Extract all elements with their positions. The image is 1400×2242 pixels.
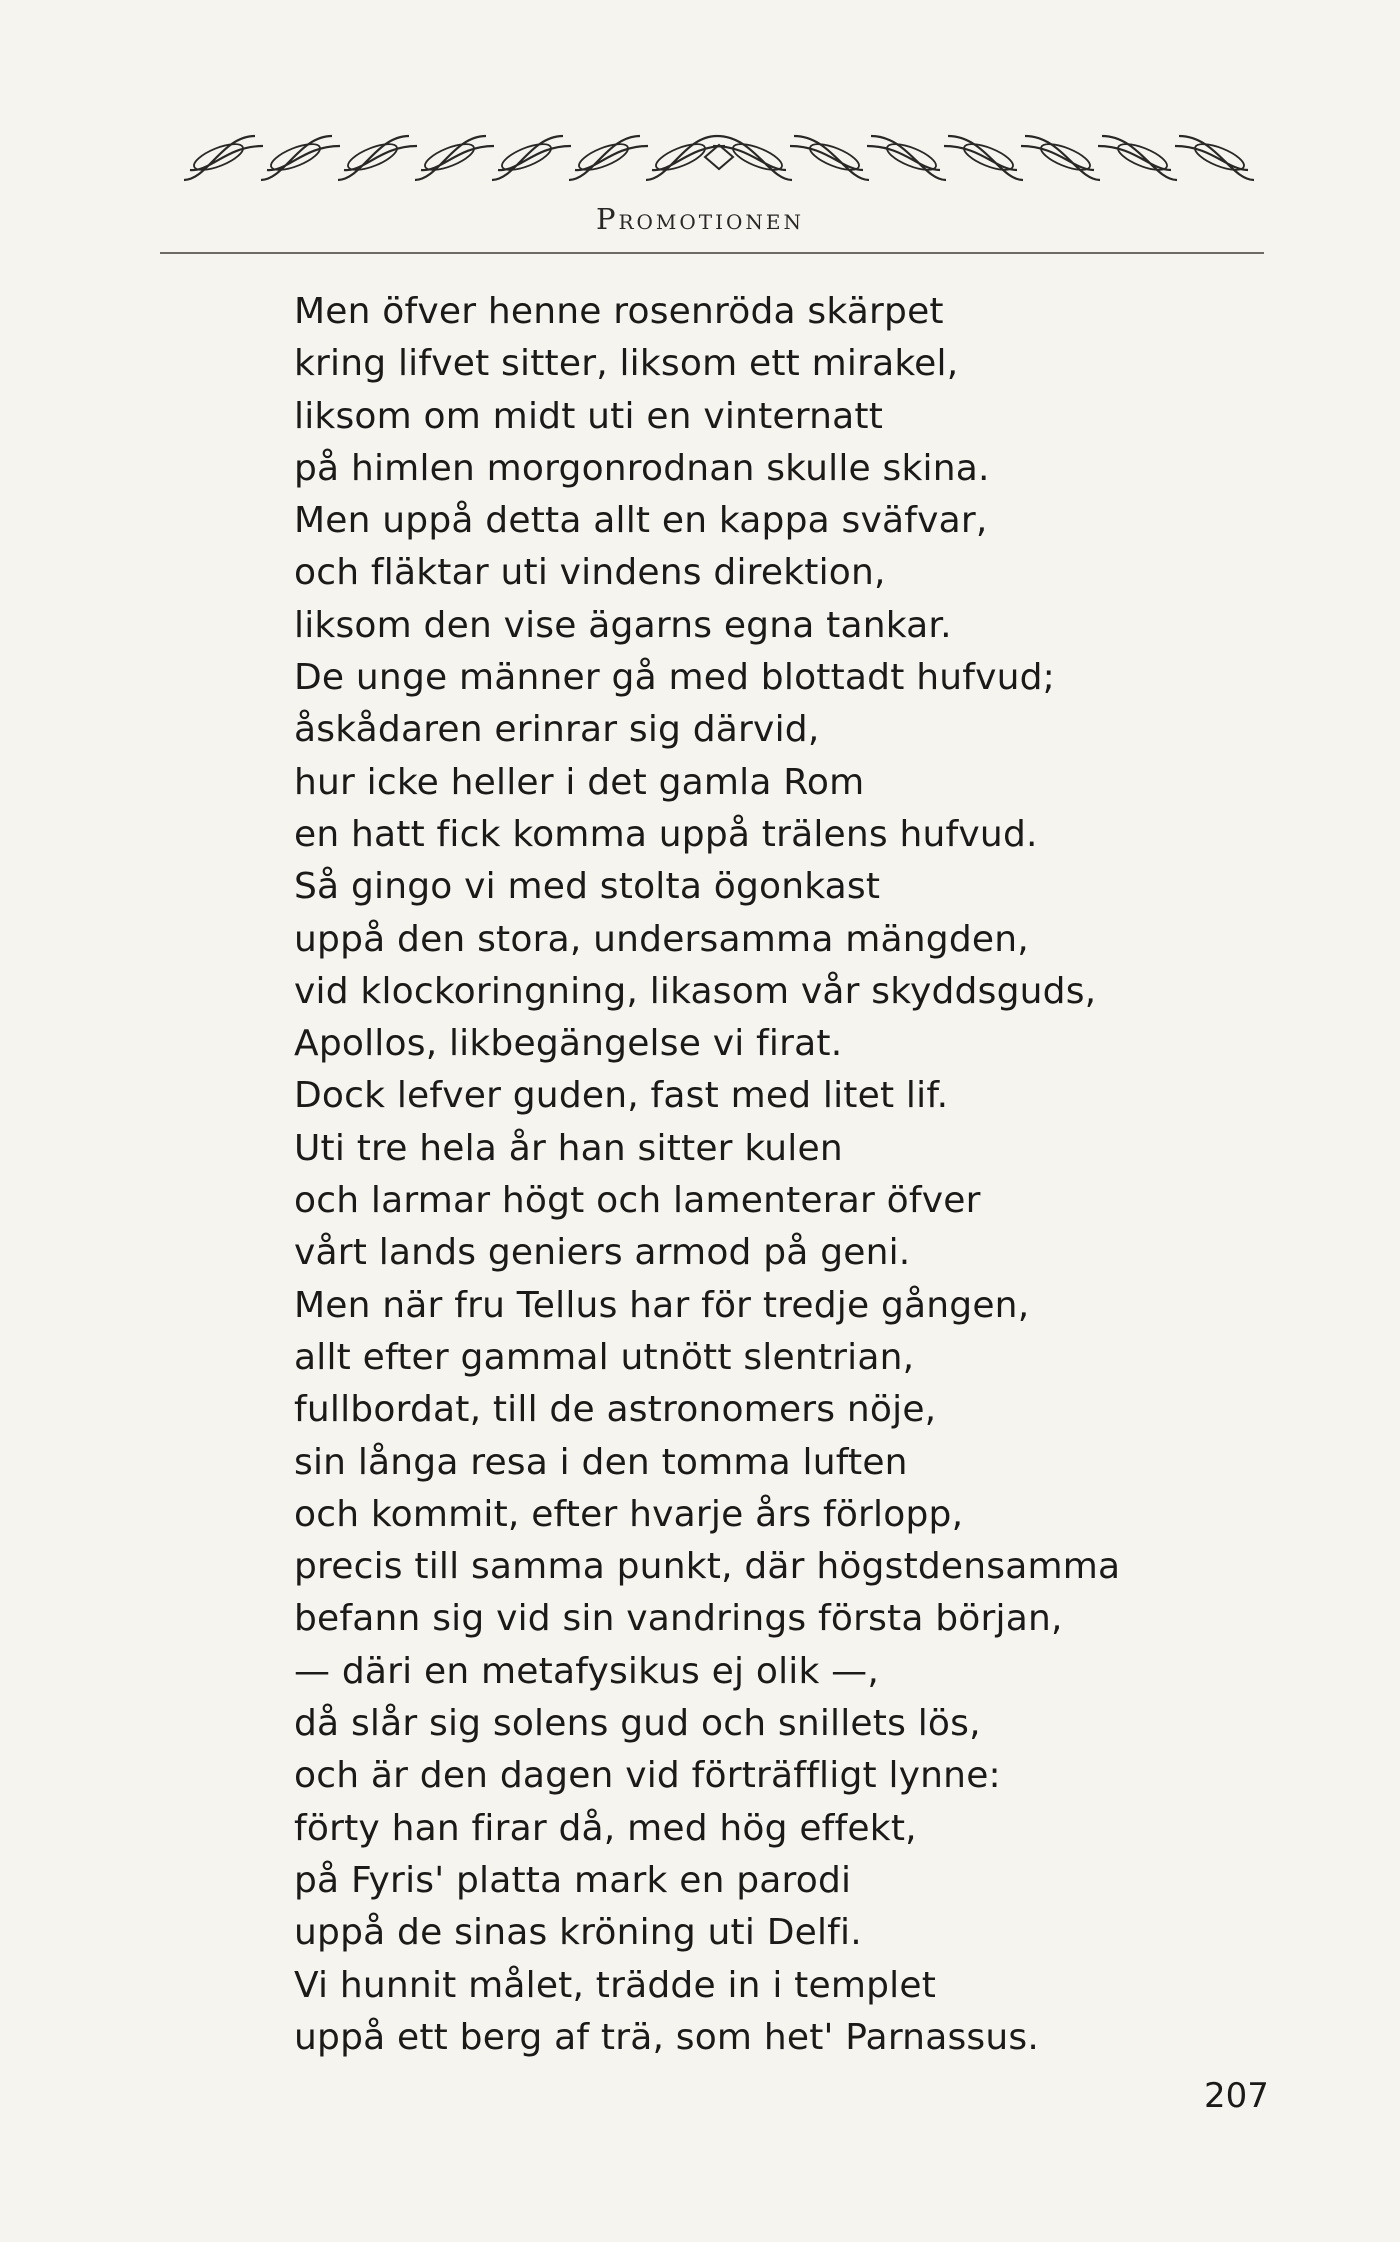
poem-line: Men uppå detta allt en kappa sväfvar, (294, 500, 988, 542)
ornament-strand (184, 136, 263, 180)
poem-line: då slår sig solens gud och snillets lös, (294, 1703, 981, 1745)
poem-line: Uti tre hela år han sitter kulen (294, 1127, 843, 1169)
poem-line: och är den dagen vid förträffligt lynne: (294, 1755, 1001, 1797)
braided-band-ornament-icon (180, 128, 1258, 186)
ornament-strand (944, 136, 1023, 180)
ornament-strand (790, 136, 869, 180)
poem-line: åskådaren erinrar sig därvid, (294, 709, 820, 751)
ornament-loop (576, 139, 631, 175)
poem-line: och fläktar uti vindens direktion, (294, 552, 886, 594)
poem-line: på Fyris' platta mark en parodi (294, 1859, 852, 1901)
ornament-strand (338, 136, 417, 180)
ornament-loop (422, 139, 477, 175)
poem-text (294, 286, 1194, 2064)
poem-line: vårt lands geniers armod på geni. (294, 1232, 911, 1274)
ornament-loop (191, 139, 246, 175)
poem-line: och larmar högt och lamenterar öfver (294, 1180, 981, 1222)
header-rule (160, 252, 1264, 254)
poem-line: Men öfver henne rosenröda skärpet (294, 291, 944, 332)
poem-line: liksom den vise ägarns egna tankar. (294, 604, 952, 646)
page-number: 207 (1204, 2076, 1269, 2116)
ornament-strand (1175, 136, 1254, 180)
poem-line: hur icke heller i det gamla Rom (294, 761, 865, 803)
poem-line: uppå de sinas kröning uti Delfi. (294, 1912, 862, 1954)
poem-line: — däri en metafysikus ej olik —, (294, 1650, 880, 1692)
ornament-strand (1098, 136, 1177, 180)
poem-line: på himlen morgonrodnan skulle skina. (294, 447, 990, 489)
poem-line: kring lifvet sitter, liksom ett mirakel, (294, 343, 959, 385)
poem-line: liksom om midt uti en vinternatt (294, 395, 884, 437)
ornament-strand (1021, 136, 1100, 180)
ornament-loop (268, 139, 323, 175)
poem-line: en hatt fick komma uppå trälens hufvud. (294, 813, 1038, 855)
ornament-strand (713, 136, 792, 180)
running-head: Promotionen (595, 202, 805, 236)
ornament-loop (499, 139, 554, 175)
ornament-strand (569, 136, 648, 180)
poem-line: sin långa resa i den tomma luften (294, 1441, 908, 1483)
poem-line: Dock lefver guden, fast med litet lif. (294, 1075, 949, 1117)
poem-line: Så gingo vi med stolta ögonkast (294, 866, 881, 908)
poem-line: förty han firar då, med hög effekt, (294, 1807, 917, 1849)
poem-line: Apollos, likbegängelse vi firat. (294, 1023, 843, 1065)
poem-line: Vi hunnit målet, trädde in i templet (294, 1964, 937, 2006)
poem-line: uppå den stora, undersamma mängden, (294, 918, 1029, 960)
ornament-strand (261, 136, 340, 180)
ornament-strand (492, 136, 571, 180)
poem-line: vid klockoringning, likasom vår skyddsguds, (294, 970, 1097, 1012)
ornament-strand (415, 136, 494, 180)
poem-line: Men när fru Tellus har för tredje gången, (294, 1284, 1030, 1326)
poem-line: De unge männer gå med blottadt hufvud; (294, 657, 1055, 699)
poem-line: befann sig vid sin vandrings första början, (294, 1598, 1063, 1640)
ornament-strand (867, 136, 946, 180)
ornament-loop (345, 139, 400, 175)
poem-line: och kommit, efter hvarje års förlopp, (294, 1493, 964, 1535)
poem-line: fullbordat, till de astronomers nöje, (294, 1389, 937, 1431)
ornament-loop (653, 139, 708, 175)
ornament-strand (646, 136, 725, 180)
poem-line: uppå ett berg af trä, som het' Parnassus. (294, 2016, 1039, 2058)
poem-line: allt efter gammal utnött slentrian, (294, 1336, 915, 1378)
poem-line: precis till samma punkt, där högstdensamma (294, 1546, 1121, 1588)
